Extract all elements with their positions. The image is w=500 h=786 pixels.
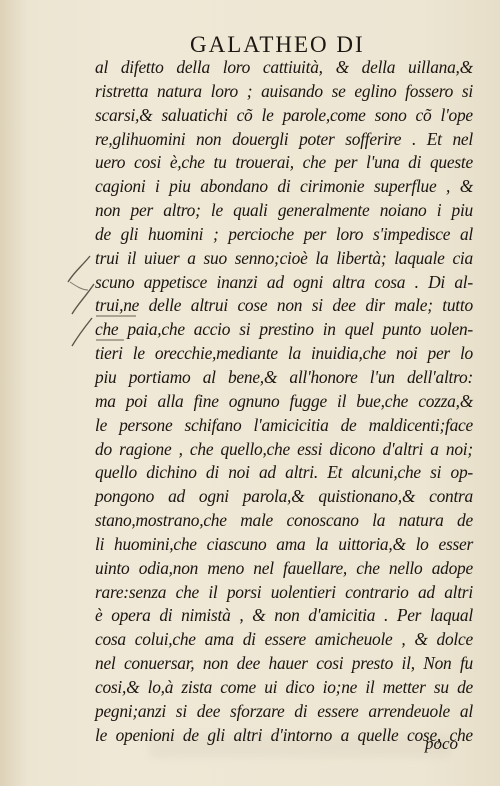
handwritten-underline [96, 315, 136, 317]
text-line: quello dichino di noi ad altri. Et alcuni,che si op- [95, 462, 473, 483]
text-line: cosi,& lo,à zista come ui dico io;ne il metter su de [95, 676, 473, 697]
text-line: tieri le orecchie,mediante la inuidia,che noi per lo [95, 343, 473, 364]
text-line: che paia,che accio si prestino in quel punto uolen- [95, 319, 473, 340]
text-line: ristretta natura loro ; auisando se eglino fossero si [95, 80, 473, 101]
text-line: trui,ne delle altrui cose non si dee dir male; tutto [95, 295, 473, 316]
marginal-bracket-mark [60, 252, 100, 352]
text-line: nel conuersar, non dee hauer cosi presto il, Non fu [95, 653, 473, 674]
text-line: è opera di nimistà , & non d'amicitia . Per laqual [95, 605, 473, 626]
text-line: re,glihuomini non douergli poter sofferire . Et nel [95, 128, 473, 149]
text-line: li huomini,che ciascuno ama la uittoria,& lo esser [95, 533, 473, 554]
text-line: rare:senza che il porsi uolentieri contrario ad altri [95, 581, 473, 602]
text-line: de gli huomini ; percioche per loro s'impedisce al [95, 223, 473, 244]
text-line: uero cosi è,che tu trouerai, che per l'una di queste [95, 152, 473, 173]
text-line: le persone schifano l'amicicitia de maldicenti;face [95, 414, 473, 435]
text-line: pongono ad ogni parola,& quistionano,& contra [95, 486, 473, 507]
text-line: scuno appetisce inanzi ad ogni altra cosa . Di al- [95, 271, 473, 292]
catchword: poco [424, 734, 458, 753]
text-line: non per altro; le quali generalmente noiano i piu [95, 200, 473, 221]
text-line: scarsi,& saluatichi cõ le parole,come sono cõ l'ope [95, 104, 473, 125]
running-head: GALATHEO DI [190, 32, 365, 57]
text-line: le openioni de gli altri d'intorno a quelle cose, che [95, 724, 473, 745]
handwritten-underline [96, 339, 124, 341]
text-line: uinto odia,non meno nel fauellare, che nello adope [95, 557, 473, 578]
text-line: trui il uiuer a suo senno;cioè la libertà; laquale cia [95, 247, 473, 268]
text-line: stano,mostrano,che male conoscano la natura de [95, 510, 473, 531]
text-line: piu portiamo al bene,& all'honore l'un dell'altro: [95, 366, 473, 387]
text-line: cagioni i piu abondano di cirimonie superflue , & [95, 176, 473, 197]
text-line: cosa colui,che ama di essere amicheuole , & dolce [95, 629, 473, 650]
body-text [95, 56, 473, 747]
text-line: pegni;anzi si dee sforzare di essere arrendeuole al [95, 700, 473, 721]
text-line: do ragione , che quello,che essi dicono d'altri a noi; [95, 438, 473, 459]
text-line: al difetto della loro cattiuità, & della uillana,& [95, 57, 473, 77]
text-line: ma poi alla fine ognuno fugge il bue,che cozza,& [95, 390, 473, 411]
